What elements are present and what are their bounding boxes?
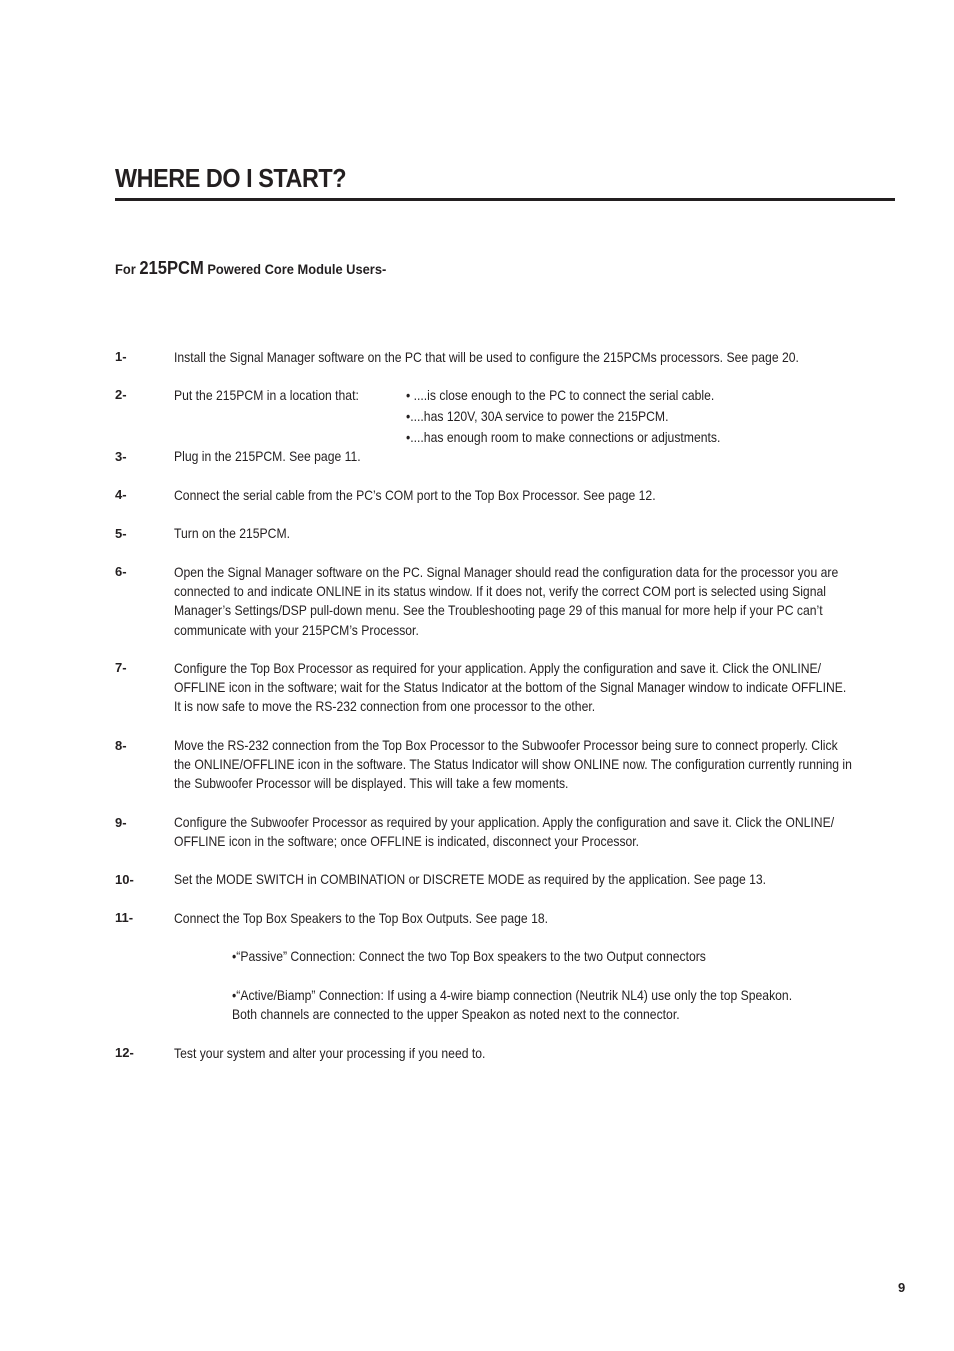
step-line: connected to and indicate ONLINE in its status window. If it does not, verify the correct COM port is selected using Signal xyxy=(174,583,826,600)
step-text xyxy=(174,447,835,466)
step-text xyxy=(174,563,839,640)
step-text xyxy=(174,524,835,543)
step-number: 7- xyxy=(115,660,127,675)
step-number: 9- xyxy=(115,815,127,830)
step-line: the Subwoofer Processor will be displayed. This will take a few moments. xyxy=(174,775,569,792)
step-text xyxy=(174,1044,835,1063)
step-line: Plug in the 215PCM. See page 11. xyxy=(174,448,361,464)
connection-note: •“Active/Biamp” Connection: If using a 4-wire biamp connection (Neutrik NL4) use only the top Speakon. xyxy=(232,987,793,1003)
step-number: 4- xyxy=(115,487,127,502)
step-text xyxy=(174,909,835,928)
step-text xyxy=(174,348,835,367)
step-number: 10- xyxy=(115,872,134,887)
step-text xyxy=(174,659,847,717)
step-number: 2- xyxy=(115,387,127,402)
step-line: OFFLINE icon in the software; once OFFLINE is indicated, disconnect your Processor. xyxy=(174,833,640,850)
subtitle-model: 215PCM xyxy=(139,258,204,278)
step-line: Connect the serial cable from the PC’s COM port to the Top Box Processor. See page 12. xyxy=(174,487,656,503)
step-line: Configure the Subwoofer Processor as required by your application. Apply the configuration and save it. Click the ONLINE/ xyxy=(174,814,835,830)
step-text xyxy=(174,736,852,794)
subtitle-prefix: For xyxy=(115,261,136,277)
bullet-item: •....has 120V, 30A service to power the 215PCM. xyxy=(406,408,669,424)
step-line: Install the Signal Manager software on the PC that will be used to configure the 215PCMs processors. See page 20. xyxy=(174,349,799,365)
step-line: Configure the Top Box Processor as required for your application. Apply the configuration and save it. Click the ONLINE/ xyxy=(174,660,822,676)
subtitle-suffix: Powered Core Module Users- xyxy=(207,261,387,277)
step-number: 8- xyxy=(115,738,127,753)
step-number: 11- xyxy=(115,910,134,925)
step-line: Turn on the 215PCM. xyxy=(174,525,290,541)
step-line: Open the Signal Manager software on the PC. Signal Manager should read the configuration data for the processor you are xyxy=(174,564,839,580)
step-line: communicate with your 215PCM’s Processor. xyxy=(174,621,419,638)
connection-note: Both channels are connected to the upper Speakon as noted next to the connector. xyxy=(232,1006,680,1022)
step-number: 1- xyxy=(115,349,127,364)
step-number: 12- xyxy=(115,1045,134,1060)
page-title: WHERE DO I START? xyxy=(115,163,347,193)
connection-note: •“Passive” Connection: Connect the two Top Box speakers to the two Output connectors xyxy=(232,948,706,964)
step-line: Set the MODE SWITCH in COMBINATION or DISCRETE MODE as required by the application. See page 13. xyxy=(174,871,767,887)
step-line: It is now safe to move the RS-232 connection from one processor to the other. xyxy=(174,698,596,715)
step-lead: Put the 215PCM in a location that: xyxy=(174,387,359,403)
bullet-item: • ....is close enough to the PC to connect the serial cable. xyxy=(406,387,715,403)
bullet-item: •....has enough room to make connections or adjustments. xyxy=(406,429,721,445)
step-number: 6- xyxy=(115,564,127,579)
step-line: Test your system and alter your processing if you need to. xyxy=(174,1045,486,1061)
section-subtitle xyxy=(115,258,386,279)
page-number: 9 xyxy=(898,1280,906,1295)
step-number: 5- xyxy=(115,526,127,541)
step-line: Connect the Top Box Speakers to the Top Box Outputs. See page 18. xyxy=(174,910,549,926)
step-line: Manager’s Settings/DSP pull-down menu. See the Troubleshooting page 29 of this manual for more help if your PC can’t xyxy=(174,602,823,619)
step-line: the ONLINE/OFFLINE icon in the software. The Status Indicator will show ONLINE now. The configuration currently running in xyxy=(174,756,852,773)
step-text xyxy=(174,813,835,851)
step-line: Move the RS-232 connection from the Top Box Processor to the Subwoofer Processor being sure to connect properly. Click xyxy=(174,737,838,753)
step-line: OFFLINE icon in the software; wait for the Status Indicator at the bottom of the Signal Manager window to indicate OFFLINE. xyxy=(174,679,847,696)
step-number: 3- xyxy=(115,449,127,464)
step-text xyxy=(174,486,835,505)
title-rule xyxy=(115,198,895,201)
step-text xyxy=(174,870,835,889)
